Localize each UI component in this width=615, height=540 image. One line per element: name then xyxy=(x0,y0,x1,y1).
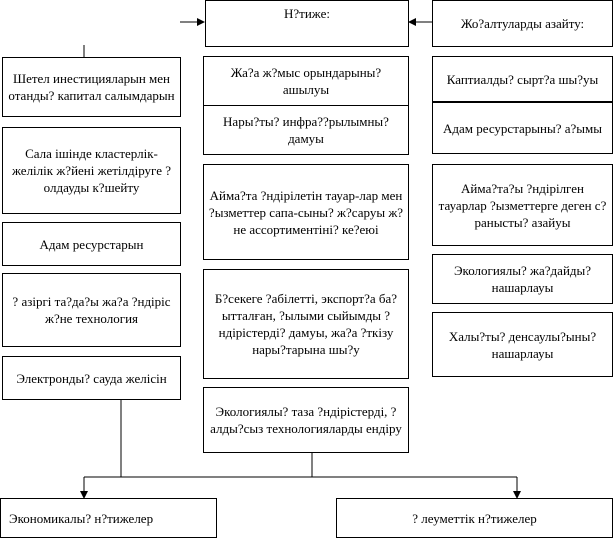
reduce-title: Жо?алтуларды азайту: xyxy=(460,16,585,31)
reduce-item-box xyxy=(432,102,613,154)
reduce-item-text: Адам ресурстарыны? а?ымы xyxy=(442,120,602,136)
result-item-box xyxy=(203,105,409,155)
factor-item-text: Адам ресурстарын xyxy=(39,236,144,252)
factor-item-text: Сала ішінде кластерлік-желілік ж?йені жетілдіруге ?олдауды к?шейту xyxy=(11,146,171,195)
result-item-text: Экологиялы? таза ?ндірістерді, ?алды?сыз технологияларды ендіру xyxy=(210,404,402,436)
reduce-item-text: Аймa?та?ы ?ндірілген тауарлар ?ызметтерге деген с?ранысты? азайуы xyxy=(438,180,607,230)
reduce-item-text: Экологиялы? жа?дайды? нашарлауы xyxy=(453,263,592,295)
reduce-item-text: Каптиалды? сырт?а шы?уы xyxy=(446,71,599,87)
factor-item-box xyxy=(2,222,181,266)
factor-item-text: Шетел инестицияларын мен отанды? капитал салымдарын xyxy=(8,71,175,103)
factor-item-box xyxy=(2,273,181,347)
result-title: Н?тиже: xyxy=(284,6,330,21)
reduce-item-box xyxy=(432,312,613,377)
result-item-box xyxy=(203,164,409,260)
factor-item-text: Электронды? сауда желісін xyxy=(16,370,167,386)
result-item-text: Аймa?та ?ндірілетін тауар-лар мен ?ызметтер сапа-сыны? ж?саруы ж?не ассортиментіні? ке?еюі xyxy=(208,187,404,237)
result-header-box xyxy=(205,0,409,47)
reduce-item-box xyxy=(432,164,613,246)
reduce-item-box xyxy=(432,56,613,102)
factor-item-box xyxy=(2,127,181,214)
reduce-item-text: Халы?ты? денсаулы?ыны? нашарлауы xyxy=(448,328,597,361)
result-item-text: Жа?а ж?мыс орындарыны? ашылуы xyxy=(230,65,382,97)
result-item-box xyxy=(203,269,409,379)
reduce-item-box xyxy=(432,254,613,304)
factor-item-box xyxy=(2,57,181,117)
social-outcomes-label: ? леуметтік н?тижелер xyxy=(412,510,537,526)
social-outcomes-box xyxy=(336,498,613,538)
factor-item-box xyxy=(2,356,181,400)
economic-outcomes-label: Экономикалы? н?тижелер xyxy=(9,510,154,526)
result-item-text: Б?секеге ?абілетті, экспорт?а ба?ытталған, ?ылыми сыйымды ?ндірістерді? дамуы, жа?а ?ткізу нары?тарына шы?у xyxy=(214,291,398,357)
result-item-text: Нары?ты? инфра??рылымны? дамуы xyxy=(223,114,389,146)
factor-item-text: ? азіргі та?да?ы жа?а ?ндіріс ж?не технология xyxy=(12,294,171,326)
result-item-box xyxy=(203,56,409,106)
economic-outcomes-box xyxy=(0,498,217,538)
result-item-box xyxy=(203,387,409,453)
reduce-header-box xyxy=(432,0,613,47)
